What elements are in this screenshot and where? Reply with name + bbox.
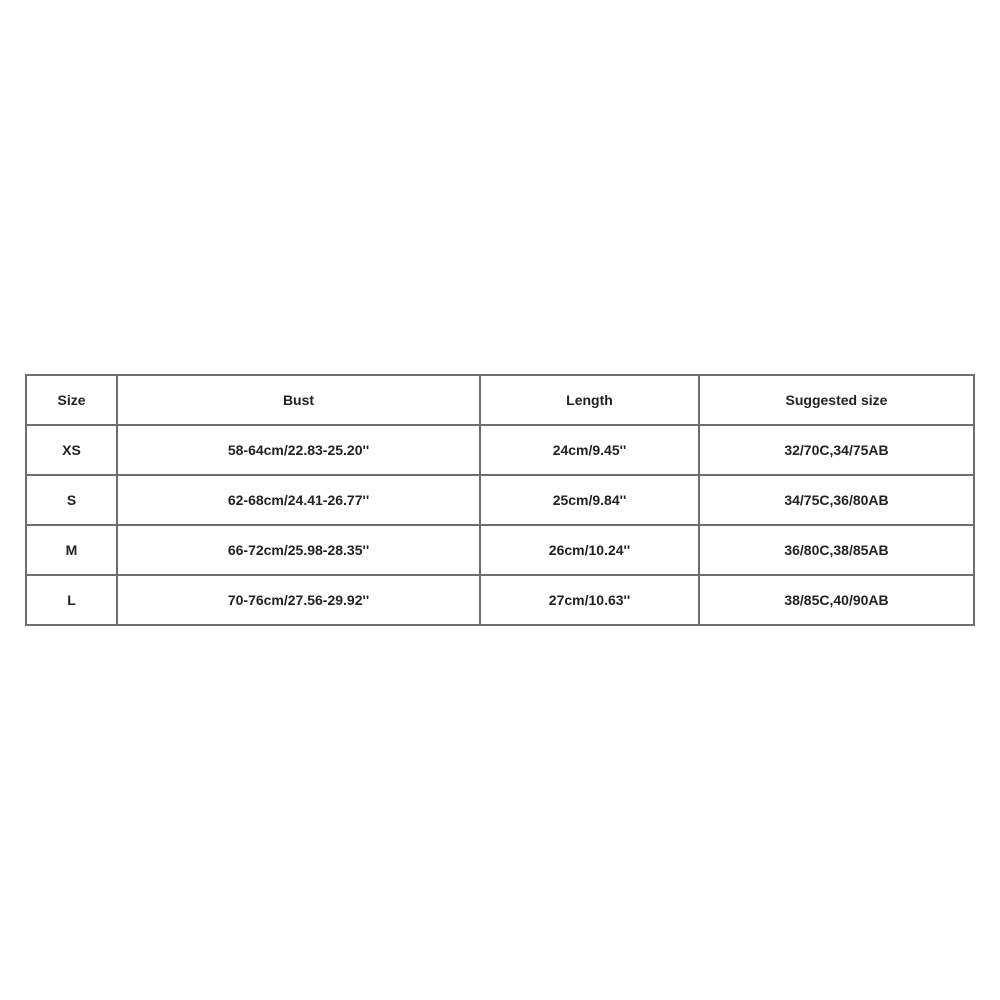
cell-length: 25cm/9.84'' [480, 475, 699, 525]
cell-bust: 70-76cm/27.56-29.92'' [117, 575, 480, 625]
cell-suggested-size: 36/80C,38/85AB [699, 525, 974, 575]
cell-size: L [26, 575, 117, 625]
cell-bust: 62-68cm/24.41-26.77'' [117, 475, 480, 525]
cell-length: 27cm/10.63'' [480, 575, 699, 625]
header-length: Length [480, 375, 699, 425]
size-chart-table [25, 374, 975, 626]
cell-size: M [26, 525, 117, 575]
header-suggested-size: Suggested size [699, 375, 974, 425]
cell-size: XS [26, 425, 117, 475]
cell-bust: 66-72cm/25.98-28.35'' [117, 525, 480, 575]
cell-suggested-size: 38/85C,40/90AB [699, 575, 974, 625]
cell-suggested-size: 34/75C,36/80AB [699, 475, 974, 525]
cell-length: 24cm/9.45'' [480, 425, 699, 475]
cell-bust: 58-64cm/22.83-25.20'' [117, 425, 480, 475]
header-bust: Bust [117, 375, 480, 425]
table-row [26, 425, 974, 475]
table-row [26, 475, 974, 525]
table-row [26, 575, 974, 625]
table-row [26, 525, 974, 575]
cell-length: 26cm/10.24'' [480, 525, 699, 575]
cell-suggested-size: 32/70C,34/75AB [699, 425, 974, 475]
cell-size: S [26, 475, 117, 525]
header-size: Size [26, 375, 117, 425]
header-row [26, 375, 974, 425]
